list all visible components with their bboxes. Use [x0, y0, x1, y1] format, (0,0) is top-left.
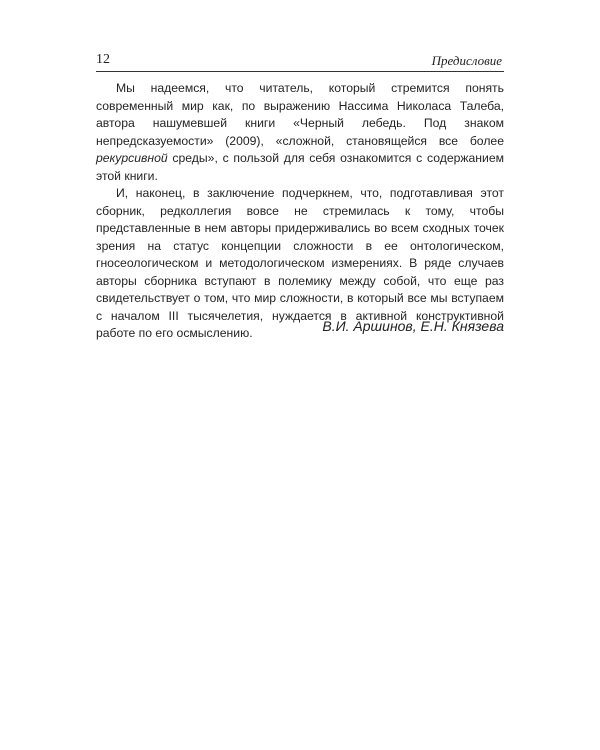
section-title: Предисловие: [431, 53, 502, 68]
paragraph-1-text: Мы надеемся, что читатель, который стремится понять современный мир как, по выражению Нассима Николаса Талеба, автора нашумевшей книги «Черный лебедь. Под знаком непредсказуемости» (2009), «сложной, становящейся все более: [96, 81, 504, 148]
page-number: 12: [96, 52, 110, 67]
emphasis-text: рекурсивной: [96, 151, 168, 165]
body-text: [96, 80, 504, 343]
paragraph-1-text-end: среды», с пользой для себя ознакомится с содержанием этой книги.: [96, 151, 504, 183]
paragraph-2: И, наконец, в заключение подчеркнем, что, подготавливая этот сборник, редколлегия вовсе не стремилась к тому, чтобы представленные в нем авторы придерживались во всем сходных точек зрения на статус концепции сложности в ее онтологическом, гносеологическом и методологическом измерениях. В ряде случаев авторы сборника вступают в полемику между собой, что еще раз свидетельствует о том, что мир сложности, в который все мы вступаем с началом III тысячелетия, нуждается в активной конструктивной работе по его осмыслению.: [96, 186, 504, 340]
paragraph-1: [96, 80, 504, 185]
author-signature: В.И. Аршинов, Е.Н. Князева: [322, 318, 504, 334]
header-rule: [96, 71, 504, 72]
